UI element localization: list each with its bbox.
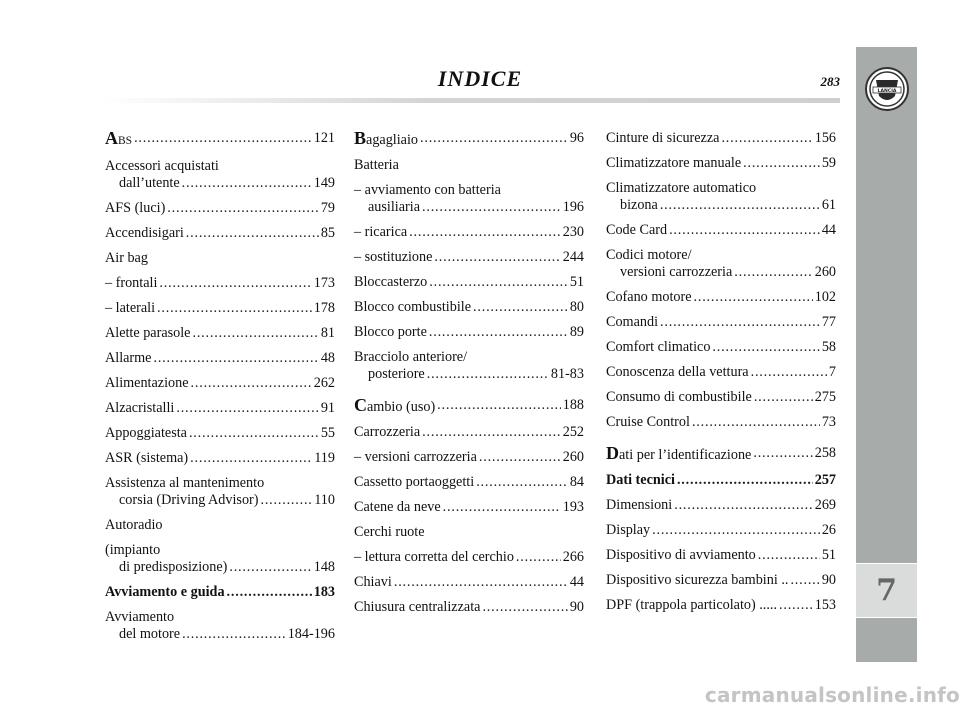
index-entry-line	[354, 130, 584, 149]
index-entry-line	[606, 472, 836, 489]
header-divider	[100, 98, 840, 103]
entry-label	[354, 130, 418, 149]
entry-label: – frontali	[105, 275, 158, 291]
entry-label: posteriore	[368, 366, 425, 382]
index-entry	[606, 247, 836, 281]
dot-leader	[712, 339, 819, 356]
entry-label: Display	[606, 522, 651, 538]
index-entry	[105, 130, 335, 150]
logo-text: LANCIA	[877, 89, 897, 94]
index-entry	[354, 574, 584, 591]
index-entry-line	[354, 424, 584, 441]
index-entry	[606, 547, 836, 564]
entry-page-ref[interactable]: 90	[821, 572, 836, 588]
index-entry	[606, 445, 836, 464]
entry-page-ref[interactable]: 89	[569, 324, 584, 340]
index-entry-line	[105, 492, 335, 509]
dot-leader	[182, 175, 312, 192]
index-entry-line	[606, 339, 836, 356]
index-entry	[354, 157, 584, 174]
dot-leader	[427, 366, 549, 383]
entry-label: Comfort climatico	[606, 339, 711, 355]
entry-label: Comandi	[606, 314, 659, 330]
chapter-number: 7	[876, 573, 897, 608]
dot-leader	[229, 559, 311, 576]
index-entry	[105, 475, 335, 509]
index-entry	[105, 158, 335, 192]
index-entry-line	[354, 449, 584, 466]
index-entry	[606, 222, 836, 239]
index-entry	[354, 274, 584, 291]
index-entry-line	[606, 445, 836, 464]
index-entry	[105, 300, 335, 317]
dot-leader	[677, 472, 813, 489]
index-entry-line	[606, 572, 836, 589]
entry-label: bizona	[620, 197, 658, 213]
entry-label-rest: ati per l’identificazione	[619, 447, 752, 463]
entry-label: Cinture di sicurezza	[606, 130, 720, 146]
index-entry	[606, 572, 836, 589]
index-entry-line	[606, 597, 836, 614]
index-entry	[606, 414, 836, 431]
entry-page-ref[interactable]: 257	[814, 472, 836, 488]
dot-leader	[192, 325, 318, 342]
index-entry	[354, 324, 584, 341]
entry-label: (impianto	[105, 542, 161, 558]
entry-label: Cassetto portaoggetti	[354, 474, 475, 490]
page-title: INDICE	[437, 66, 523, 91]
dot-leader	[157, 300, 312, 317]
entry-label: Bracciolo anteriore/	[354, 349, 468, 365]
index-entry	[354, 474, 584, 491]
entry-page-ref[interactable]: 193	[562, 499, 584, 515]
entry-label: Consumo di combustibile	[606, 389, 752, 405]
entry-label: Cerchi ruote	[354, 524, 425, 540]
index-entry-line	[606, 222, 836, 239]
index-entry	[354, 130, 584, 149]
entry-label: Autoradio	[105, 517, 163, 533]
entry-page-ref[interactable]: 26	[821, 522, 836, 538]
entry-page-ref[interactable]: 178	[313, 300, 335, 316]
index-entry	[105, 200, 335, 217]
dot-leader	[434, 249, 560, 266]
index-entry-line	[105, 517, 335, 534]
dot-leader	[779, 597, 813, 614]
index-entry-line	[606, 314, 836, 331]
index-entry-line	[105, 300, 335, 317]
entry-page-ref[interactable]: 173	[313, 275, 335, 291]
dot-leader	[182, 626, 286, 643]
entry-label: Alzacristalli	[105, 400, 175, 416]
index-entry-line	[606, 155, 836, 172]
entry-label: Code Card	[606, 222, 668, 238]
dot-leader	[134, 130, 312, 150]
entry-page-ref[interactable]: 110	[314, 492, 335, 508]
dot-leader	[758, 547, 820, 564]
index-entry-line	[105, 584, 335, 601]
index-entry-line	[354, 474, 584, 491]
dot-leader	[159, 275, 311, 292]
entry-label: corsia (Driving Advisor)	[119, 492, 259, 508]
dot-leader	[443, 499, 561, 516]
index-entry-line	[606, 364, 836, 381]
entry-label: Alette parasole	[105, 325, 191, 341]
index-entry-line	[354, 182, 584, 199]
index-entry-line	[105, 225, 335, 242]
dot-leader	[189, 425, 319, 442]
entry-page-ref[interactable]: 58	[821, 339, 836, 355]
entry-label: di predisposizione)	[119, 559, 228, 575]
entry-page-ref[interactable]: 275	[814, 389, 836, 405]
index-entry-line	[354, 599, 584, 616]
entry-page-ref[interactable]: 102	[814, 289, 836, 305]
entry-label: Assistenza al mantenimento	[105, 475, 265, 491]
index-entry-line	[606, 247, 836, 264]
index-entry-line	[606, 389, 836, 406]
index-entry-line	[105, 400, 335, 417]
entry-page-ref[interactable]: 90	[569, 599, 584, 615]
dot-leader	[422, 199, 561, 216]
entry-page-ref[interactable]: 81	[320, 325, 335, 341]
index-entry-line	[105, 626, 335, 643]
entry-label-rest: agagliaio	[366, 132, 419, 148]
dot-leader	[743, 155, 820, 172]
dot-leader	[473, 299, 568, 316]
entry-page-ref[interactable]: 91	[320, 400, 335, 416]
index-entry-line	[606, 497, 836, 514]
entry-label: Air bag	[105, 250, 148, 266]
entry-label: Conoscenza della vettura	[606, 364, 749, 380]
index-entry-line	[105, 175, 335, 192]
entry-page-ref[interactable]: 79	[320, 200, 335, 216]
entry-label: Allarme	[105, 350, 152, 366]
index-entry	[606, 389, 836, 406]
entry-label: Bloccasterzo	[354, 274, 428, 290]
index-entry-line	[105, 158, 335, 175]
entry-page-ref[interactable]: 260	[814, 264, 836, 280]
index-entry-line	[354, 224, 584, 241]
index-entry	[606, 289, 836, 306]
index-entry-line	[105, 275, 335, 292]
dot-leader	[753, 445, 812, 464]
index-entry	[354, 549, 584, 566]
index-entry	[606, 155, 836, 172]
entry-page-ref[interactable]: 7	[828, 364, 836, 380]
entry-page-ref[interactable]: 262	[313, 375, 335, 391]
entry-page-ref[interactable]: 156	[814, 130, 836, 146]
index-column-1	[105, 130, 335, 651]
index-entry	[354, 424, 584, 441]
index-entry	[354, 397, 584, 416]
dot-leader	[751, 364, 827, 381]
entry-label: Codici motore/	[606, 247, 692, 263]
entry-page-ref[interactable]: 44	[821, 222, 836, 238]
index-entry-line	[105, 325, 335, 342]
entry-label: ausiliaria	[368, 199, 420, 215]
index-entry	[606, 364, 836, 381]
index-entry-line	[606, 289, 836, 306]
index-entry-line	[105, 130, 335, 150]
entry-label-rest: ambio (uso)	[367, 399, 436, 415]
entry-page-ref[interactable]: 61	[821, 197, 836, 213]
index-entry-line	[354, 299, 584, 316]
index-entry	[606, 180, 836, 214]
dot-leader	[409, 224, 561, 241]
dot-leader	[420, 130, 568, 149]
entry-label: Avviamento e guida	[105, 584, 225, 600]
dot-leader	[227, 584, 312, 601]
dot-leader	[660, 197, 820, 214]
index-entry-line	[606, 547, 836, 564]
entry-label: Blocco porte	[354, 324, 427, 340]
index-entry-line	[105, 475, 335, 492]
entry-label: Dati tecnici	[606, 472, 675, 488]
entry-label: Dispositivo sicurezza bambini ..	[606, 572, 789, 588]
entry-page-ref[interactable]: 244	[562, 249, 584, 265]
entry-label: Avviamento	[105, 609, 175, 625]
entry-label: Chiavi	[354, 574, 392, 590]
index-entry-line	[354, 524, 584, 541]
index-entry	[354, 499, 584, 516]
index-entry	[354, 299, 584, 316]
dot-leader	[669, 222, 820, 239]
dot-leader	[674, 497, 813, 514]
entry-label	[354, 397, 435, 416]
section-initial: D	[606, 443, 619, 463]
index-entry-line	[105, 542, 335, 559]
entry-label: Appoggiatesta	[105, 425, 187, 441]
index-entry	[606, 314, 836, 331]
index-entry	[105, 400, 335, 417]
index-entry	[354, 249, 584, 266]
index-entry-line	[354, 324, 584, 341]
index-entry-line	[105, 200, 335, 217]
index-entry	[606, 597, 836, 614]
dot-leader	[191, 375, 312, 392]
lancia-logo-icon	[864, 66, 910, 112]
entry-label: dall’utente	[119, 175, 180, 191]
index-entry-line	[105, 375, 335, 392]
index-entry	[105, 584, 335, 601]
index-entry-line	[606, 180, 836, 197]
entry-label: del motore	[119, 626, 181, 642]
entry-page-ref[interactable]: 149	[313, 175, 335, 191]
entry-page-ref[interactable]: 48	[320, 350, 335, 366]
index-entry-line	[105, 425, 335, 442]
index-entry	[105, 350, 335, 367]
entry-label: versioni carrozzeria	[620, 264, 733, 280]
index-entry-line	[105, 609, 335, 626]
page-number: 283	[820, 74, 840, 89]
index-entry	[105, 250, 335, 267]
entry-page-ref[interactable]: 258	[814, 445, 836, 461]
entry-page-ref[interactable]: 96	[569, 130, 584, 146]
chapter-tab	[856, 563, 917, 618]
entry-label: Accendisigari	[105, 225, 184, 241]
entry-page-ref[interactable]: 148	[313, 559, 335, 575]
entry-page-ref[interactable]: 51	[569, 274, 584, 290]
entry-label: Catene da neve	[354, 499, 441, 515]
entry-label: Blocco combustibile	[354, 299, 472, 315]
index-entry	[105, 275, 335, 292]
entry-page-ref[interactable]: 153	[814, 597, 836, 613]
dot-leader	[153, 350, 318, 367]
dot-leader	[476, 474, 568, 491]
index-entry-line	[354, 249, 584, 266]
dot-leader	[482, 599, 567, 616]
entry-page-ref[interactable]: 81-83	[550, 366, 584, 382]
index-entry	[354, 599, 584, 616]
index-entry-line	[606, 264, 836, 281]
dot-leader	[167, 200, 319, 217]
dot-leader	[429, 324, 568, 341]
entry-label: AFS (luci)	[105, 200, 166, 216]
entry-label: Accessori acquistati	[105, 158, 219, 174]
index-entry	[105, 375, 335, 392]
entry-label: Cofano motore	[606, 289, 692, 305]
index-entry-line	[354, 274, 584, 291]
index-entry	[606, 130, 836, 147]
index-entry	[105, 517, 335, 534]
dot-leader	[394, 574, 568, 591]
entry-page-ref[interactable]: 73	[821, 414, 836, 430]
index-entry	[606, 472, 836, 489]
dot-leader	[721, 130, 812, 147]
dot-leader	[734, 264, 812, 281]
entry-page-ref[interactable]: 184-196	[287, 626, 335, 642]
entry-page-ref[interactable]: 84	[569, 474, 584, 490]
dot-leader	[260, 492, 312, 509]
index-entry-line	[105, 250, 335, 267]
dot-leader	[190, 450, 312, 467]
index-entry-line	[354, 574, 584, 591]
entry-page-ref[interactable]: 183	[313, 584, 335, 600]
index-entry	[105, 542, 335, 576]
entry-page-ref[interactable]: 230	[562, 224, 584, 240]
entry-label: – ricarica	[354, 224, 408, 240]
index-entry	[105, 609, 335, 643]
index-entry	[354, 182, 584, 216]
index-entry	[606, 339, 836, 356]
entry-label: – sostituzione	[354, 249, 433, 265]
entry-label: Dispositivo di avviamento	[606, 547, 756, 563]
index-entry-line	[354, 549, 584, 566]
entry-label: – avviamento con batteria	[354, 182, 501, 198]
section-initial: C	[354, 395, 367, 415]
index-entry-line	[354, 397, 584, 416]
entry-label	[606, 445, 751, 464]
entry-label: Chiusura centralizzata	[354, 599, 481, 615]
entry-page-ref[interactable]: 269	[814, 497, 836, 513]
entry-label: Dimensioni	[606, 497, 673, 513]
index-column-2	[354, 130, 584, 624]
index-entry-line	[105, 559, 335, 576]
index-entry	[354, 524, 584, 541]
section-initial: B	[354, 128, 367, 148]
dot-leader	[176, 400, 318, 417]
entry-page-ref[interactable]: 196	[562, 199, 584, 215]
index-entry-line	[354, 499, 584, 516]
index-entry	[606, 497, 836, 514]
entry-page-ref[interactable]: 55	[320, 425, 335, 441]
entry-page-ref[interactable]: 119	[314, 450, 335, 466]
index-entry-line	[606, 414, 836, 431]
entry-page-ref[interactable]: 44	[569, 574, 584, 590]
entry-label: Climatizzatore automatico	[606, 180, 757, 196]
entry-page-ref[interactable]: 51	[821, 547, 836, 563]
dot-leader	[660, 314, 820, 331]
entry-label: ASR (sistema)	[105, 450, 189, 466]
index-entry	[105, 425, 335, 442]
entry-page-ref[interactable]: 260	[562, 449, 584, 465]
index-entry-line	[354, 199, 584, 216]
entry-page-ref[interactable]: 59	[821, 155, 836, 171]
entry-page-ref[interactable]: 80	[569, 299, 584, 315]
dot-leader	[479, 449, 561, 466]
dot-leader	[754, 389, 813, 406]
entry-label: Carrozzeria	[354, 424, 421, 440]
index-entry-line	[354, 157, 584, 174]
entry-page-ref[interactable]: 77	[821, 314, 836, 330]
index-entry-line	[354, 366, 584, 383]
dot-leader	[692, 414, 820, 431]
dot-leader	[422, 424, 561, 441]
entry-page-ref[interactable]: 188	[562, 397, 584, 413]
entry-label-rest: BS	[118, 135, 133, 147]
entry-label: DPF (trappola particolato) .....	[606, 597, 777, 613]
entry-label: – lettura corretta del cerchio	[354, 549, 514, 565]
section-initial: A	[105, 128, 118, 148]
index-entry	[105, 450, 335, 467]
index-entry	[105, 225, 335, 242]
index-entry-line	[606, 522, 836, 539]
dot-leader	[790, 572, 819, 589]
dot-leader	[186, 225, 319, 242]
dot-leader	[652, 522, 820, 539]
entry-label: Cruise Control	[606, 414, 690, 430]
index-entry-line	[606, 130, 836, 147]
entry-label: Batteria	[354, 157, 399, 173]
dot-leader	[437, 397, 561, 416]
entry-label: Alimentazione	[105, 375, 189, 391]
entry-page-ref[interactable]: 121	[313, 130, 335, 146]
dot-leader	[516, 549, 561, 566]
index-entry	[354, 449, 584, 466]
entry-page-ref[interactable]: 85	[320, 225, 335, 241]
index-entry-line	[606, 197, 836, 214]
entry-label: Climatizzatore manuale	[606, 155, 742, 171]
index-column-3	[606, 130, 836, 622]
dot-leader	[694, 289, 813, 306]
index-entry	[354, 224, 584, 241]
index-entry	[606, 522, 836, 539]
index-entry	[354, 349, 584, 383]
dot-leader	[429, 274, 568, 291]
index-entry-line	[105, 450, 335, 467]
entry-page-ref[interactable]: 252	[562, 424, 584, 440]
entry-label: – laterali	[105, 300, 156, 316]
index-entry-line	[354, 349, 584, 366]
watermark: carmanualsonline.info	[704, 683, 960, 707]
entry-label: – versioni carrozzeria	[354, 449, 477, 465]
index-entry-line	[105, 350, 335, 367]
index-entry	[105, 325, 335, 342]
entry-page-ref[interactable]: 266	[562, 549, 584, 565]
entry-label	[105, 130, 132, 150]
